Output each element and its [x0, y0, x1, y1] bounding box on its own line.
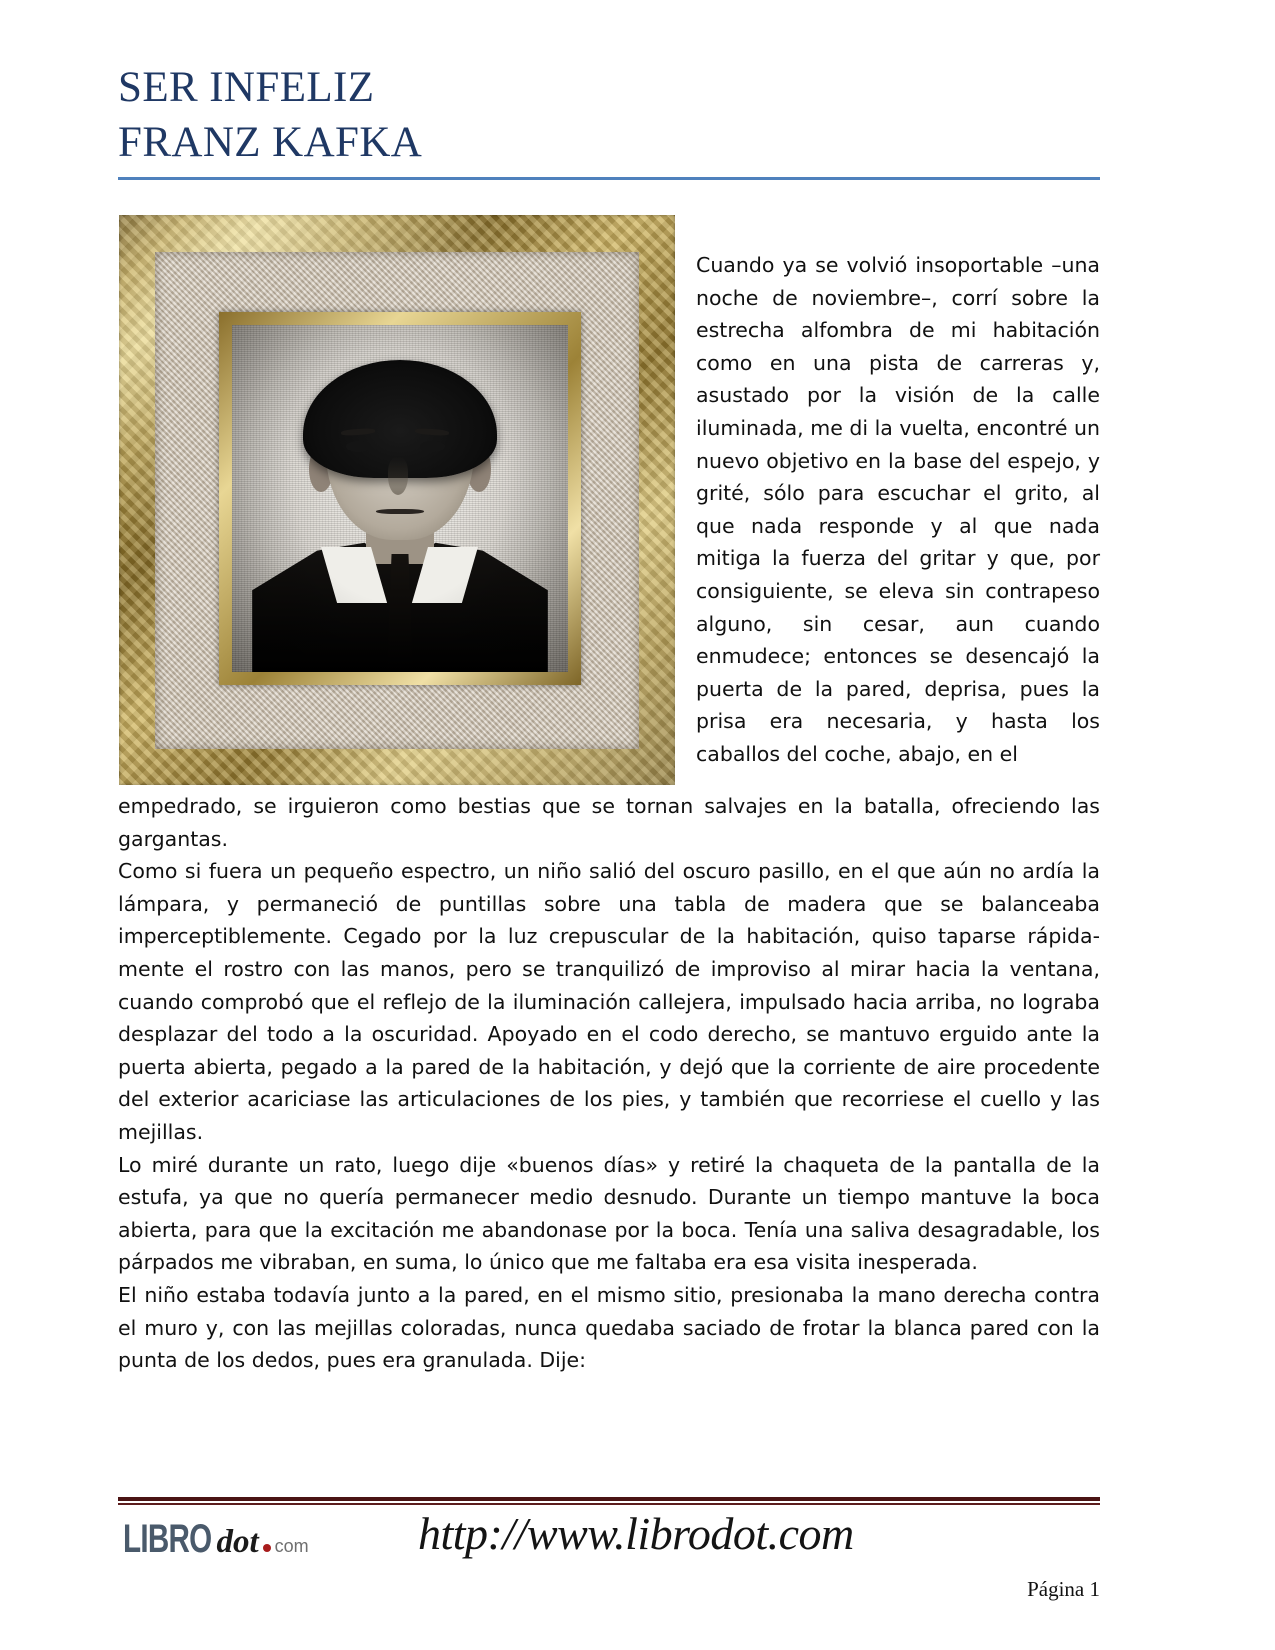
page-number: Página 1 [1027, 1576, 1100, 1601]
librodot-logo[interactable] [123, 1516, 309, 1561]
footer-url[interactable]: http://www.librodot.com [418, 1507, 854, 1559]
body-text [118, 790, 1100, 1377]
logo-text-com: com [274, 1535, 309, 1556]
title-line-author: FRANZ KAFKA [118, 119, 423, 167]
document-header [118, 60, 1100, 188]
footer-divider-thick [118, 1497, 1100, 1501]
logo-text-dot: dot [216, 1523, 259, 1560]
document-footer [118, 1497, 1100, 1601]
photo-vignette [232, 325, 568, 672]
portrait-figure [119, 215, 675, 785]
logo-red-dot-icon [263, 1544, 271, 1552]
paragraph: Lo miré durante un rato, luego dije «buenos días» y retiré la chaqueta de la pantalla de la estufa, ya que no quería permanecer medio desnudo. Durante un tiempo mantuve la boca abierta, para que la excitación me abandonase por la boca. Tenía una saliva desagradable, los párpados me vibraban, en suma, lo único que me faltaba era esa visita inesperada. [118, 1152, 1100, 1275]
page-title [118, 60, 1100, 171]
paragraph: Como si fuera un pequeño espectro, un niño salió del oscuro pasillo, en el que aún no ardía la lámpara, y permaneció de puntillas sobre una tabla de madera que se balanceaba imperceptiblemente. Cegado por la luz crepuscular de la habitación, quiso taparse rápida-mente el rostro con las manos, pero se tranquilizó de improviso al mirar hacia la ventana, cuando comprobó que el reflejo de la iluminación callejera, impulsado hacia arriba, no lograba desplazar del todo a la oscuridad. Apoyado en el codo derecho, se mantuvo erguido ante la puerta abierta, pegado a la pared de la habitación, y dejó que la corriente de aire procedente del exterior acariciase las articulaciones de los pies, y también que recorriese el cuello y las mejillas. [118, 859, 1100, 1144]
title-line-story: SER INFELIZ [118, 64, 375, 111]
kafka-portrait-photo [232, 325, 568, 672]
gold-frame-inner [219, 312, 581, 685]
intro-column-paragraph: Cuando ya se volvió insoportable –una noche de noviembre–, corrí sobre la estrecha alfombra de mi habitación como en una pista de carreras y, asustado por la visión de la calle iluminada, me di la vuelta, encontré un nuevo objetivo en la base del espejo, y grité, sólo para escuchar el grito, al que nada responde y al que nada mitiga la fuerza del gritar y que, por consiguiente, se eleva sin contrapeso alguno, sin cesar, aun cuando enmudece; entonces se desencajó la puerta de la pared, deprisa, pues la prisa era necesaria, y hasta los caballos del coche, abajo, en el [696, 253, 1100, 766]
paragraph: empedrado, se irguieron como bestias que se tornan salvajes en la batalla, ofreciendo las gargantas. [118, 794, 1100, 851]
title-divider [118, 177, 1100, 180]
paragraph: El niño estaba todavía junto a la pared, en el mismo sitio, presionaba la mano derecha contra el muro y, con las mejillas coloradas, nunca quedaba saciado de frotar la blanca pared con la punta de los dedos, pues era granulada. Dije: [118, 1282, 1100, 1373]
footer-content [118, 1505, 1100, 1601]
logo-text-libro: LIBRO [123, 1516, 212, 1561]
